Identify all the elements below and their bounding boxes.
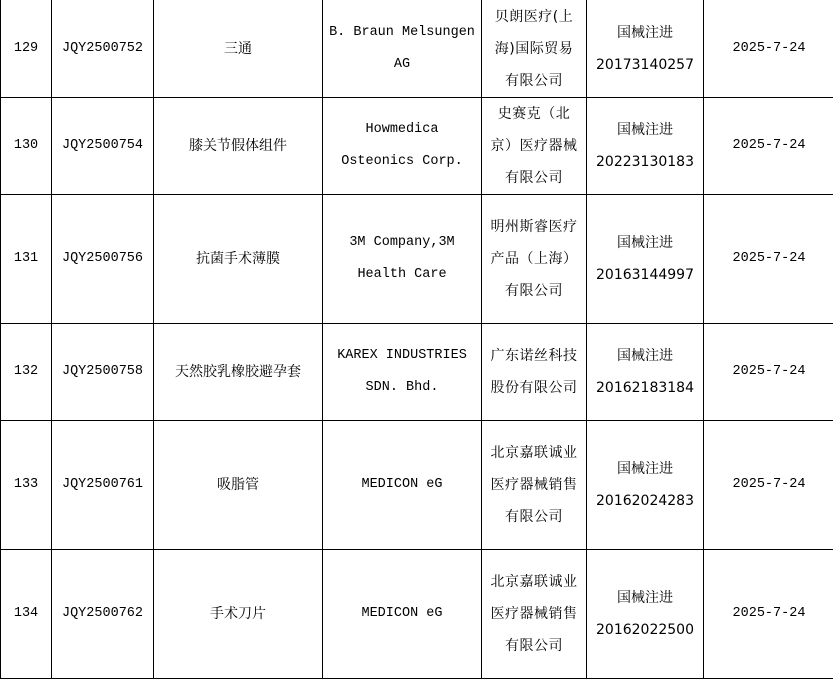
manufacturer: B. Braun Melsungen AG — [329, 24, 475, 72]
registration-number: 20162022500 — [596, 622, 694, 638]
registration-number: 20162024283 — [596, 493, 694, 509]
agent: 北京嘉联诚业医疗器械销售有限公司 — [490, 574, 578, 654]
registration-cell — [587, 324, 704, 421]
manufacturer-cell — [323, 195, 482, 324]
table-row — [1, 0, 833, 98]
registration-cell — [587, 195, 704, 324]
product-name-cell — [154, 421, 323, 550]
manufacturer: MEDICON eG — [361, 477, 443, 492]
table-row — [1, 98, 833, 195]
table-row — [1, 324, 833, 421]
manufacturer: KAREX INDUSTRIES SDN. Bhd. — [337, 348, 467, 395]
product-name: 三通 — [224, 40, 252, 57]
agent-cell — [482, 195, 587, 324]
agent: 贝朗医疗(上海)国际贸易有限公司 — [494, 8, 574, 89]
registration-cell — [587, 0, 704, 98]
registration-number: 20173140257 — [596, 56, 694, 73]
agent: 史赛克（北京）医疗器械有限公司 — [490, 106, 578, 186]
acceptance-number: JQY2500758 — [52, 324, 154, 421]
product-name-cell — [154, 324, 323, 421]
registration-cell — [587, 98, 704, 195]
date: 2025-7-24 — [704, 421, 833, 550]
row-index: 134 — [1, 550, 52, 679]
agent-cell — [482, 98, 587, 195]
product-name-cell — [154, 98, 323, 195]
agent-cell — [482, 550, 587, 679]
table-row — [1, 421, 833, 550]
registration-type: 国械注进 — [617, 461, 673, 477]
acceptance-number: JQY2500754 — [52, 98, 154, 195]
registration-type: 国械注进 — [617, 590, 673, 606]
product-name: 吸脂管 — [217, 477, 259, 493]
row-index: 130 — [1, 98, 52, 195]
date: 2025-7-24 — [704, 324, 833, 421]
registration-number: 20163144997 — [596, 267, 694, 283]
row-index: 132 — [1, 324, 52, 421]
acceptance-number: JQY2500756 — [52, 195, 154, 324]
manufacturer-cell — [323, 324, 482, 421]
agent: 明州斯睿医疗产品（上海）有限公司 — [490, 219, 578, 299]
registration-number: 20223130183 — [596, 154, 694, 170]
manufacturer-cell — [323, 0, 482, 98]
registration-type: 国械注进 — [617, 235, 673, 251]
product-name-cell — [154, 195, 323, 324]
acceptance-number: JQY2500762 — [52, 550, 154, 679]
agent: 北京嘉联诚业医疗器械销售有限公司 — [490, 445, 578, 525]
product-name-cell — [154, 550, 323, 679]
product-name: 膝关节假体组件 — [189, 138, 287, 154]
row-index: 133 — [1, 421, 52, 550]
agent: 广东诺丝科技股份有限公司 — [490, 348, 578, 396]
registration-type: 国械注进 — [617, 122, 673, 138]
manufacturer: MEDICON eG — [361, 606, 443, 621]
date: 2025-7-24 — [704, 0, 833, 98]
product-name: 抗菌手术薄膜 — [196, 251, 280, 267]
product-name: 手术刀片 — [210, 606, 266, 622]
date: 2025-7-24 — [704, 195, 833, 324]
registration-number: 20162183184 — [596, 380, 694, 396]
row-index: 131 — [1, 195, 52, 324]
product-name: 天然胶乳橡胶避孕套 — [175, 364, 301, 380]
registration-type: 国械注进 — [617, 24, 673, 41]
date: 2025-7-24 — [704, 98, 833, 195]
acceptance-number: JQY2500752 — [52, 0, 154, 98]
registration-cell — [587, 421, 704, 550]
manufacturer-cell — [323, 421, 482, 550]
registration-cell — [587, 550, 704, 679]
manufacturer: 3M Company,3M Health Care — [349, 235, 455, 282]
agent-cell — [482, 421, 587, 550]
agent-cell — [482, 324, 587, 421]
manufacturer: Howmedica Osteonics Corp. — [341, 122, 463, 169]
manufacturer-cell — [323, 550, 482, 679]
registration-type: 国械注进 — [617, 348, 673, 364]
row-index: 129 — [1, 0, 52, 98]
date: 2025-7-24 — [704, 550, 833, 679]
acceptance-number: JQY2500761 — [52, 421, 154, 550]
table-row — [1, 550, 833, 679]
table-row — [1, 195, 833, 324]
product-name-cell — [154, 0, 323, 98]
agent-cell — [482, 0, 587, 98]
manufacturer-cell — [323, 98, 482, 195]
